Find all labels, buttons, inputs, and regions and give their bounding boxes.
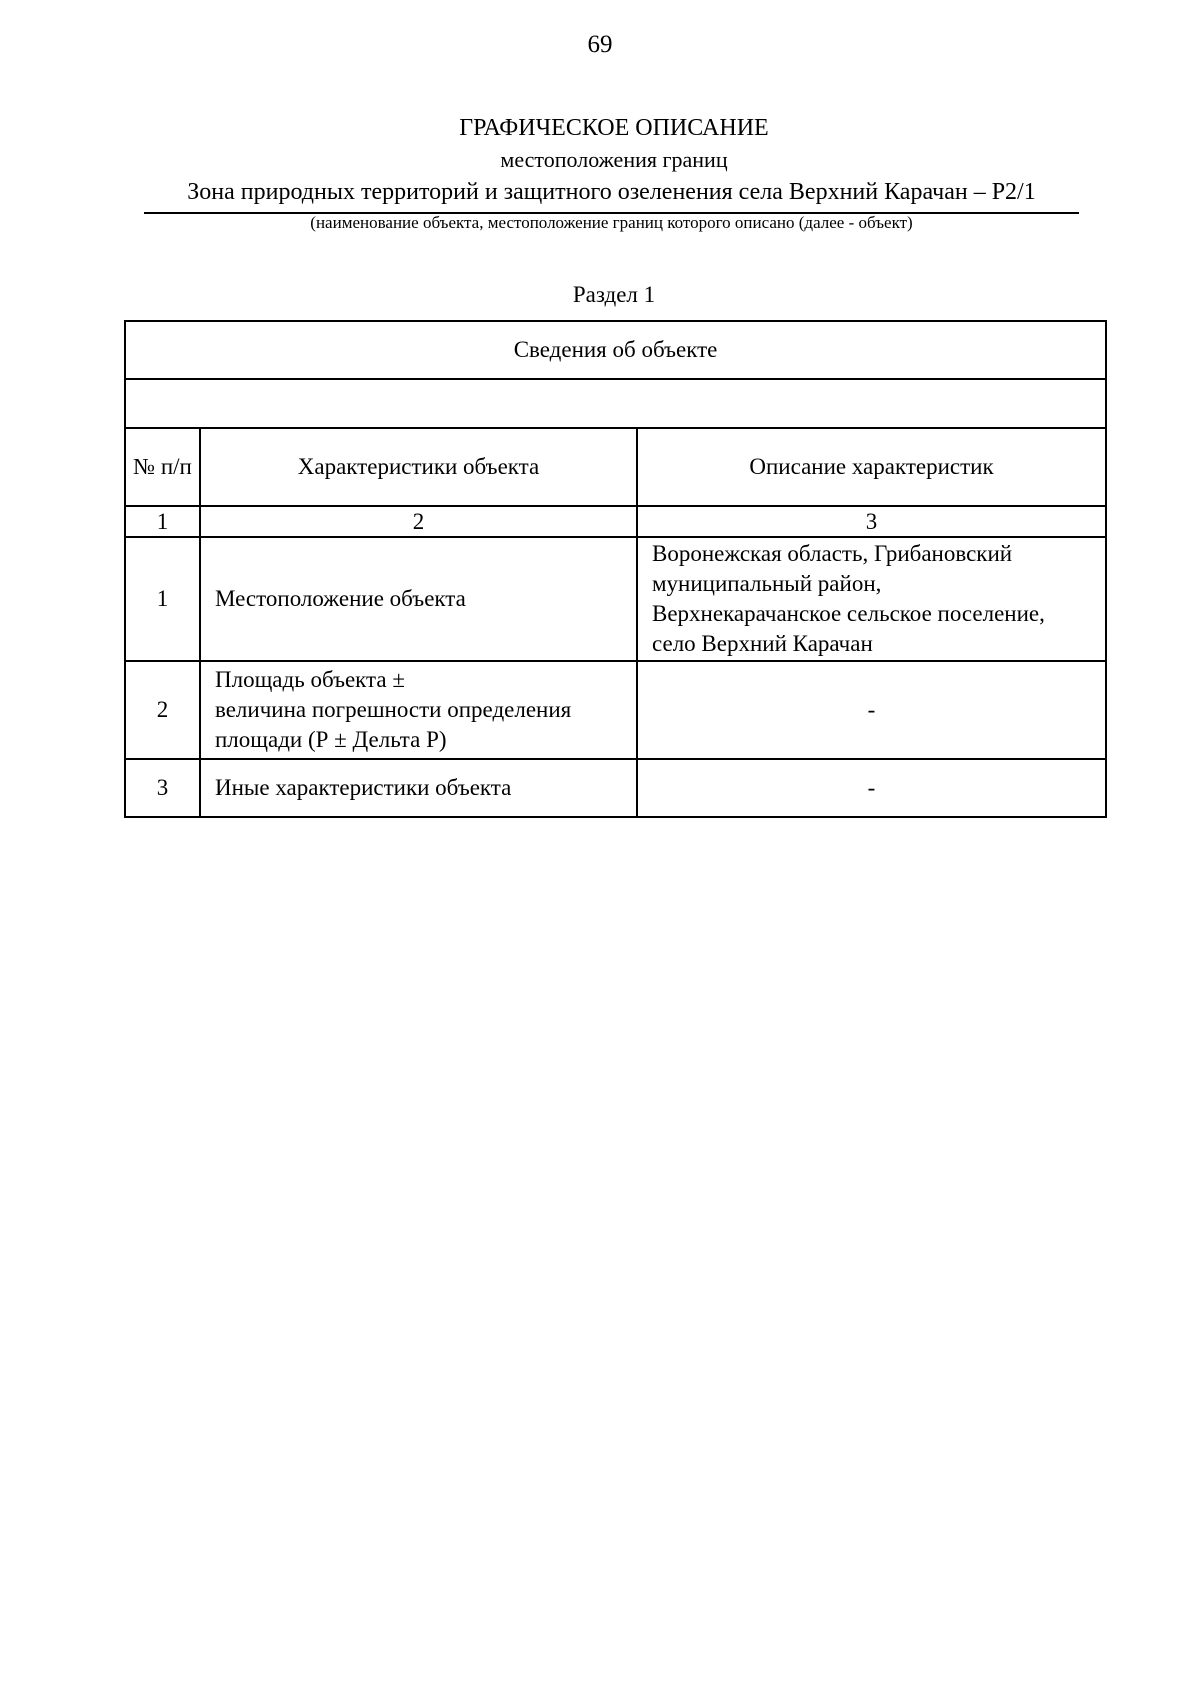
description-line: село Верхний Карачан xyxy=(652,631,873,656)
table-row xyxy=(125,759,1106,817)
characteristic-line: Площадь объекта ± xyxy=(215,667,405,692)
row-number: 2 xyxy=(125,661,200,759)
column-number: 3 xyxy=(637,506,1106,537)
table-header-row xyxy=(125,428,1106,506)
row-characteristic xyxy=(200,759,637,817)
table-caption: Сведения об объекте xyxy=(125,321,1106,379)
table-blank-row xyxy=(125,379,1106,428)
row-description xyxy=(637,661,1106,759)
row-characteristic xyxy=(200,537,637,661)
object-name-caption: (наименование объекта, местоположение границ которого описано (далее - объект) xyxy=(310,213,913,232)
description-line: Воронежская область, Грибановский xyxy=(652,541,1013,566)
row-characteristic xyxy=(200,661,637,759)
table-caption-row xyxy=(125,321,1106,379)
description-line: - xyxy=(867,697,876,722)
document-title: ГРАФИЧЕСКОЕ ОПИСАНИЕ xyxy=(459,115,769,141)
row-number: 3 xyxy=(125,759,200,817)
table-row xyxy=(125,661,1106,759)
document-subtitle: местоположения границ xyxy=(500,147,728,172)
column-number: 2 xyxy=(200,506,637,537)
page-number: 69 xyxy=(587,31,613,58)
description-line: - xyxy=(867,775,876,800)
row-description xyxy=(637,537,1106,661)
column-number: 1 xyxy=(125,506,200,537)
characteristic-line: величина погрешности определения xyxy=(215,697,572,722)
characteristic-line: Иные характеристики объекта xyxy=(215,775,512,800)
table-row xyxy=(125,537,1106,661)
characteristic-line: площади (Р ± Дельта Р) xyxy=(215,727,447,752)
column-header-num: № п/п xyxy=(125,428,200,506)
table-blank-cell xyxy=(125,379,1106,428)
description-line: Верхнекарачанское сельское поселение, xyxy=(652,601,1045,626)
characteristic-line: Местоположение объекта xyxy=(215,586,466,611)
column-header-description: Описание характеристик xyxy=(637,428,1106,506)
description-line: муниципальный район, xyxy=(652,571,882,596)
row-description xyxy=(637,759,1106,817)
column-header-characteristic: Характеристики объекта xyxy=(200,428,637,506)
object-name: Зона природных территорий и защитного озеленения села Верхний Карачан – Р2/1 xyxy=(187,179,1036,205)
column-number-row xyxy=(125,506,1106,537)
section-label: Раздел 1 xyxy=(572,282,656,307)
object-info-table xyxy=(124,320,1107,818)
row-number: 1 xyxy=(125,537,200,661)
